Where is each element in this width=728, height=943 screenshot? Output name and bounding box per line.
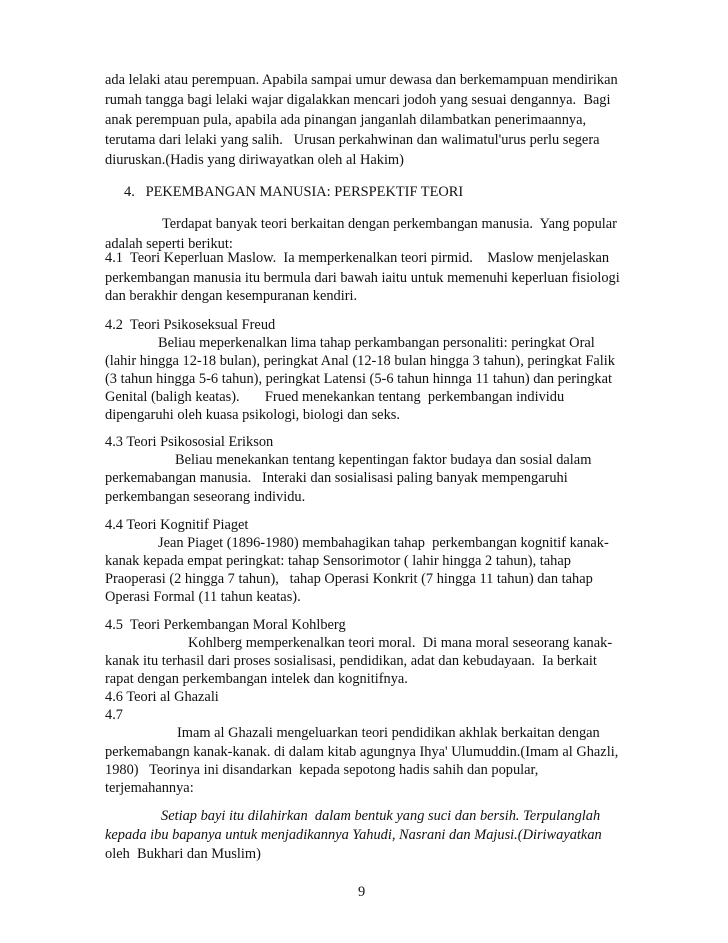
text-line: perkemabangan manusia. Interaki dan sosialisasi paling banyak mempengaruhi: [105, 470, 568, 486]
subsection-heading: 4.5 Teori Perkembangan Moral Kohlberg: [105, 617, 346, 633]
text-line: Beliau meperkenalkan lima tahap perkambangan personaliti: peringkat Oral: [158, 335, 595, 351]
text-line: Terdapat banyak teori berkaitan dengan perkembangan manusia. Yang popular: [162, 216, 617, 232]
text-line: adalah seperti berikut:: [105, 236, 233, 252]
text-line: perkemabangn kanak-kanak. di dalam kitab agungnya Ihya' Ulumuddin.(Imam al Ghazli,: [105, 744, 619, 760]
section-heading: 4. PEKEMBANGAN MANUSIA: PERSPEKTIF TEORI: [124, 184, 464, 200]
subsection-heading: 4.4 Teori Kognitif Piaget: [105, 517, 249, 533]
text-line: Praoperasi (2 hingga 7 tahun), tahap Operasi Konkrit (7 hingga 11 tahun) dan tahap: [105, 571, 593, 587]
text-line: Genital (baligh keatas). Frued menekankan tentang perkembangan individu: [105, 389, 565, 405]
text-line: anak perempuan pula, apabila ada pinangan janganlah dilambatkan penerimaannya,: [105, 112, 587, 128]
text-line: Beliau menekankan tentang kepentingan faktor budaya dan sosial dalam: [175, 452, 592, 468]
subsection-heading: 4.3 Teori Psikososial Erikson: [105, 434, 274, 450]
text-line: rumah tangga bagi lelaki wajar digalakkan mencari jodoh yang sesuai dengannya. Bagi: [105, 92, 611, 108]
text-line: perkembangan seseorang individu.: [105, 489, 306, 505]
text-line: Kohlberg memperkenalkan teori moral. Di mana moral seseorang kanak-: [188, 635, 613, 651]
text-line: perkembangan manusia itu bermula dari bawah iaitu untuk memenuhi keperluan fisiologi: [105, 270, 620, 286]
quote-line: kepada ibu bapanya untuk menjadikannya Yahudi, Nasrani dan Majusi.(Diriwayatkan: [105, 827, 602, 843]
text-line: rapat dengan perkembangan intelek dan kognitifnya.: [105, 671, 408, 687]
text-line: kanak kepada empat peringkat: tahap Sensorimotor ( lahir hingga 2 tahun), tahap: [105, 553, 571, 569]
quote-line: Setiap bayi itu dilahirkan dalam bentuk yang suci dan bersih. Terpulanglah: [161, 808, 601, 824]
text-line: 4.1 Teori Keperluan Maslow. Ia memperkenalkan teori pirmid. Maslow menjelaskan: [105, 250, 610, 266]
page-number: 9: [358, 884, 366, 900]
text-line: terjemahannya:: [105, 780, 194, 796]
text-line: 1980) Teorinya ini disandarkan kepada sepotong hadis sahih dan popular,: [105, 762, 539, 778]
text-line: (lahir hingga 12-18 bulan), peringkat Anal (12-18 bulan hingga 3 tahun), peringkat Falik: [105, 353, 615, 369]
subsection-heading: 4.2 Teori Psikoseksual Freud: [105, 317, 276, 333]
text-line: terutama dari lelaki yang salih. Urusan perkahwinan dan walimatul'urus perlu segera: [105, 132, 600, 148]
subsection-heading: 4.6 Teori al Ghazali: [105, 689, 219, 705]
text-line: Jean Piaget (1896-1980) membahagikan tahap perkembangan kognitif kanak-: [158, 535, 609, 551]
text-line: dipengaruhi oleh kuasa psikologi, biologi dan seks.: [105, 407, 400, 423]
text-line: dan berakhir dengan kesempuranan kendiri.: [105, 288, 358, 304]
quote-line: oleh Bukhari dan Muslim): [105, 846, 261, 862]
text-line: kanak itu terhasil dari proses sosialisasi, pendidikan, adat dan kebudayaan. Ia berkait: [105, 653, 597, 669]
text-line: ada lelaki atau perempuan. Apabila sampai umur dewasa dan berkemampuan mendirikan: [105, 72, 618, 88]
text-line: Operasi Formal (11 tahun keatas).: [105, 589, 301, 605]
subsection-heading: 4.7: [105, 707, 123, 723]
text-line: Imam al Ghazali mengeluarkan teori pendidikan akhlak berkaitan dengan: [177, 725, 600, 741]
text-line: (3 tahun hingga 5-6 tahun), peringkat Latensi (5-6 tahun hinnga 11 tahun) dan peringkat: [105, 371, 612, 387]
text-line: diuruskan.(Hadis yang diriwayatkan oleh al Hakim): [105, 152, 404, 168]
